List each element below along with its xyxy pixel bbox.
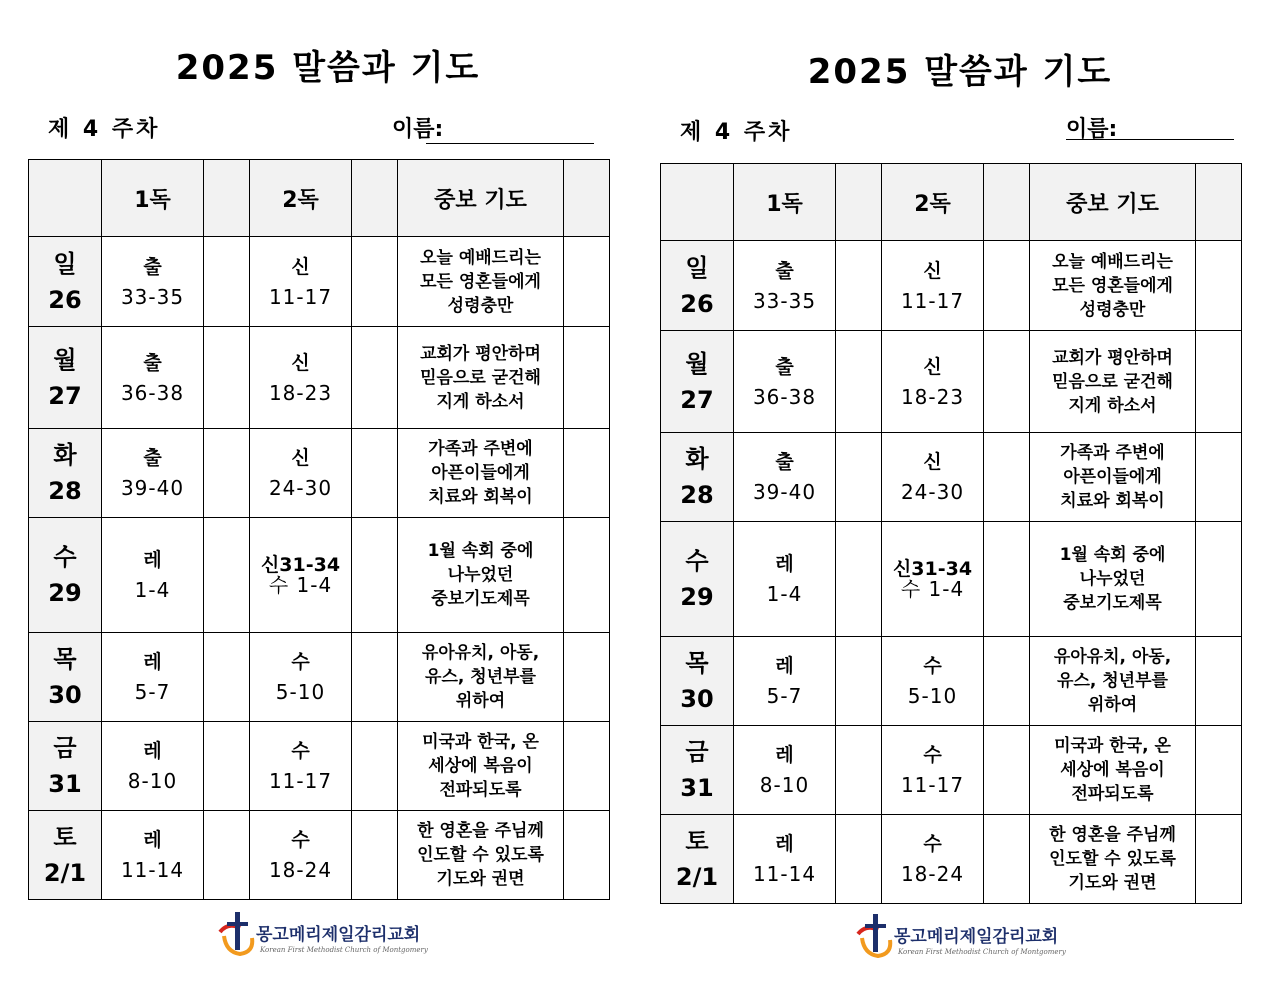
date: 27 <box>680 385 714 414</box>
prayer-line: 치료와 회복이 <box>428 487 533 507</box>
prayer-line: 세상에 복음이 <box>1060 760 1165 780</box>
prayer-line: 1월 속회 중에 <box>1059 545 1166 565</box>
prayer-line: 인도할 수 있도록 <box>417 845 544 865</box>
table-row <box>661 637 1242 726</box>
prayer-check-box[interactable] <box>564 518 610 633</box>
reading2-cell <box>882 433 984 522</box>
prayer-line: 중보기도제목 <box>431 589 530 609</box>
reading1-cell <box>102 722 204 811</box>
day-cell <box>29 429 102 518</box>
reading2-range: 11-17 <box>268 284 333 309</box>
reading1-cell <box>102 327 204 429</box>
prayer-check-box[interactable] <box>564 811 610 900</box>
reading2-cell <box>882 522 984 637</box>
day-cell <box>661 726 734 815</box>
header-reading2: 2독 <box>250 160 352 237</box>
reading1-check-box[interactable] <box>204 429 250 518</box>
prayer-line: 아픈이들에게 <box>431 463 530 483</box>
prayer-check-box[interactable] <box>1196 241 1242 331</box>
reading2-book: 수 <box>291 829 310 851</box>
prayer-cell <box>1030 241 1196 331</box>
reading1-book: 출 <box>775 451 794 473</box>
date: 29 <box>48 579 82 607</box>
weekday: 금 <box>53 734 77 762</box>
prayer-line: 한 영혼을 주님께 <box>417 821 544 841</box>
day-cell <box>661 522 734 637</box>
date: 27 <box>48 381 82 410</box>
reading1-range: 33-35 <box>752 288 817 313</box>
reading2-book: 신31-34 <box>260 554 341 576</box>
logo-english-name: Korean First Methodist Church of Montgomery <box>260 946 428 954</box>
weekday: 토 <box>685 827 709 855</box>
date: 29 <box>680 583 714 611</box>
reading1-cell <box>734 331 836 433</box>
prayer-check-box[interactable] <box>1196 522 1242 637</box>
name-blank-line[interactable] <box>1066 139 1234 140</box>
reading2-cell <box>250 811 352 900</box>
date: 28 <box>680 481 714 509</box>
weekday: 일 <box>53 249 77 278</box>
weekday: 수 <box>685 547 709 575</box>
prayer-line: 위하여 <box>455 691 506 711</box>
reading2-check-box[interactable] <box>352 722 398 811</box>
prayer-line: 유아유치, 아동, <box>1053 647 1172 667</box>
prayer-line: 세상에 복음이 <box>428 756 533 776</box>
reading1-book: 출 <box>143 351 162 374</box>
header-check1 <box>836 164 882 241</box>
reading2-cell <box>250 722 352 811</box>
reading2-book: 수 <box>923 655 942 677</box>
prayer-check-box[interactable] <box>1196 637 1242 726</box>
prayer-line: 치료와 회복이 <box>1060 491 1165 511</box>
church-logo <box>856 912 1066 962</box>
reading2-range: 24-30 <box>900 480 965 504</box>
prayer-line: 오늘 예배드리는 <box>1052 251 1173 272</box>
date: 2/1 <box>43 859 87 887</box>
day-cell <box>661 241 734 331</box>
prayer-cell <box>398 811 564 900</box>
table-row <box>661 433 1242 522</box>
reading1-cell <box>102 429 204 518</box>
reading1-book: 레 <box>143 549 162 571</box>
prayer-check-box[interactable] <box>1196 433 1242 522</box>
reading1-check-box[interactable] <box>204 811 250 900</box>
reading1-range: 1-4 <box>766 582 803 606</box>
header-prayer: 중보 기도 <box>1030 164 1196 241</box>
reading1-book: 레 <box>775 833 794 855</box>
reading2-range: 18-23 <box>900 384 965 409</box>
day-cell <box>29 722 102 811</box>
prayer-check-box[interactable] <box>564 327 610 429</box>
reading2-cell <box>250 633 352 722</box>
reading1-cell <box>734 726 836 815</box>
prayer-line: 교회가 평안하며 <box>420 343 541 364</box>
header-check3 <box>564 160 610 237</box>
sheet-title: 2025 말씀과 기도 <box>807 52 1113 92</box>
day-cell <box>661 331 734 433</box>
prayer-cell <box>398 518 564 633</box>
reading2-check-box[interactable] <box>352 237 398 327</box>
reading2-book: 수 <box>291 740 310 762</box>
header-reading2: 2독 <box>882 164 984 241</box>
header-check3 <box>1196 164 1242 241</box>
prayer-cell <box>398 633 564 722</box>
date: 30 <box>680 685 714 713</box>
prayer-check-box[interactable] <box>564 429 610 518</box>
reading1-book: 레 <box>775 553 794 575</box>
reading1-check-box[interactable] <box>204 633 250 722</box>
reading1-book: 출 <box>775 259 794 282</box>
reading2-check-box[interactable] <box>352 633 398 722</box>
logo-korean-name: 몽고메리제일감리교회 <box>894 927 1059 947</box>
reading2-check-box[interactable] <box>984 522 1030 637</box>
prayer-cell <box>398 429 564 518</box>
reading2-cell <box>882 815 984 904</box>
church-logo <box>218 910 428 960</box>
reading1-cell <box>734 241 836 331</box>
table-row <box>29 811 610 900</box>
header-row <box>29 160 610 237</box>
reading2-check-box[interactable] <box>984 637 1030 726</box>
reading2-check-box[interactable] <box>352 811 398 900</box>
reading2-check-box[interactable] <box>352 327 398 429</box>
table-body <box>661 164 1242 904</box>
logo-korean-name: 몽고메리제일감리교회 <box>256 925 421 945</box>
reading2-check-box[interactable] <box>352 429 398 518</box>
reading1-cell <box>734 637 836 726</box>
reading1-check-box[interactable] <box>836 522 882 637</box>
table-row <box>29 722 610 811</box>
prayer-cell <box>1030 726 1196 815</box>
reading1-book: 출 <box>143 255 162 278</box>
reading2-book: 신 <box>291 255 310 278</box>
reading1-book: 출 <box>143 447 162 469</box>
reading2-range: 18-23 <box>268 380 333 405</box>
reading2-check-box[interactable] <box>984 331 1030 433</box>
table-row <box>661 726 1242 815</box>
day-cell <box>29 237 102 327</box>
reading1-book: 레 <box>775 655 794 677</box>
table-row <box>29 633 610 722</box>
reading2-book: 수 <box>291 651 310 673</box>
reading2-cell <box>250 237 352 327</box>
reading2-book: 신 <box>923 355 942 378</box>
header-check1 <box>204 160 250 237</box>
reading2-cell <box>250 327 352 429</box>
header-day <box>29 160 102 237</box>
reading2-cell <box>882 637 984 726</box>
reading-sheet-left <box>28 0 628 989</box>
reading1-book: 출 <box>775 355 794 378</box>
header-check2 <box>984 164 1030 241</box>
weekday: 금 <box>685 738 709 766</box>
prayer-line: 가족과 주변에 <box>1060 443 1165 463</box>
prayer-cell <box>1030 331 1196 433</box>
prayer-line: 중보기도제목 <box>1063 593 1162 613</box>
reading1-book: 레 <box>143 740 162 762</box>
table-row <box>29 237 610 327</box>
reading1-range: 11-14 <box>120 858 185 882</box>
reading2-range: 5-10 <box>907 684 958 708</box>
reading1-check-box[interactable] <box>836 331 882 433</box>
weekday: 수 <box>53 543 77 571</box>
prayer-line: 미국과 한국, 온 <box>1054 736 1171 756</box>
reading1-check-box[interactable] <box>204 237 250 327</box>
reading-sheet-right <box>660 0 1260 989</box>
reading1-range: 1-4 <box>134 578 171 602</box>
prayer-check-box[interactable] <box>1196 331 1242 433</box>
reading2-cell <box>250 518 352 633</box>
weekday: 목 <box>685 649 709 677</box>
reading2-check-box[interactable] <box>984 726 1030 815</box>
prayer-line: 지게 하소서 <box>436 391 525 412</box>
reading2-check-box[interactable] <box>984 815 1030 904</box>
day-cell <box>661 637 734 726</box>
reading1-cell <box>734 522 836 637</box>
table-row <box>29 518 610 633</box>
week-label: 제 4 주차 <box>680 120 793 145</box>
logo-english-name: Korean First Methodist Church of Montgomery <box>898 948 1066 956</box>
weekday: 화 <box>685 445 709 473</box>
reading1-cell <box>102 811 204 900</box>
prayer-check-box[interactable] <box>564 633 610 722</box>
reading1-range: 36-38 <box>752 384 817 409</box>
prayer-check-box[interactable] <box>1196 815 1242 904</box>
reading1-check-box[interactable] <box>836 637 882 726</box>
reading1-check-box[interactable] <box>836 433 882 522</box>
reading-table <box>28 159 610 900</box>
table-row <box>661 815 1242 904</box>
reading2-check-box[interactable] <box>984 433 1030 522</box>
cross-logo-icon <box>218 910 258 956</box>
reading1-range: 39-40 <box>120 476 185 500</box>
table-row <box>29 327 610 429</box>
weekday: 화 <box>53 441 77 469</box>
day-cell <box>661 815 734 904</box>
day-cell <box>29 633 102 722</box>
prayer-cell <box>398 722 564 811</box>
reading-table <box>660 163 1242 904</box>
prayer-line: 유아유치, 아동, <box>421 643 540 663</box>
date: 26 <box>680 289 714 318</box>
reading2-range: 24-30 <box>268 476 333 500</box>
prayer-check-box[interactable] <box>564 237 610 327</box>
prayer-line: 미국과 한국, 온 <box>422 732 539 752</box>
prayer-line: 성령충만 <box>447 295 514 316</box>
prayer-line: 오늘 예배드리는 <box>420 247 541 268</box>
prayer-line: 위하여 <box>1087 695 1138 715</box>
weekday: 일 <box>685 253 709 282</box>
reading2-range: 수 1-4 <box>268 573 333 597</box>
name-label: 이름: <box>392 117 444 142</box>
reading1-book: 레 <box>143 829 162 851</box>
prayer-line: 인도할 수 있도록 <box>1049 849 1176 869</box>
table-row <box>661 331 1242 433</box>
reading1-check-box[interactable] <box>204 722 250 811</box>
reading2-range: 5-10 <box>275 680 326 704</box>
reading1-range: 11-14 <box>752 862 817 886</box>
day-cell <box>661 433 734 522</box>
reading2-range: 11-17 <box>900 773 965 797</box>
reading1-range: 36-38 <box>120 380 185 405</box>
reading2-book: 신 <box>923 451 942 473</box>
reading2-book: 수 <box>923 744 942 766</box>
day-cell <box>29 327 102 429</box>
reading2-cell <box>882 241 984 331</box>
prayer-cell <box>398 237 564 327</box>
header-prayer: 중보 기도 <box>398 160 564 237</box>
weekday: 토 <box>53 823 77 851</box>
header-row <box>661 164 1242 241</box>
prayer-line: 유스, 청년부를 <box>425 667 536 687</box>
reading2-cell <box>250 429 352 518</box>
header-check2 <box>352 160 398 237</box>
sheet-title: 2025 말씀과 기도 <box>175 48 481 88</box>
date: 31 <box>680 774 714 802</box>
table-row <box>661 241 1242 331</box>
reading2-book: 신 <box>291 447 310 469</box>
reading1-cell <box>734 815 836 904</box>
reading1-range: 5-7 <box>134 680 171 704</box>
weekday: 목 <box>53 645 77 673</box>
reading1-book: 레 <box>775 744 794 766</box>
table-body <box>29 160 610 900</box>
reading2-check-box[interactable] <box>984 241 1030 331</box>
reading1-check-box[interactable] <box>836 726 882 815</box>
reading2-range: 11-17 <box>900 288 965 313</box>
reading1-check-box[interactable] <box>836 241 882 331</box>
prayer-line: 가족과 주변에 <box>428 439 533 459</box>
reading1-cell <box>734 433 836 522</box>
prayer-line: 믿음으로 굳건해 <box>1052 371 1173 392</box>
prayer-cell <box>1030 637 1196 726</box>
week-label: 제 4 주차 <box>48 117 161 142</box>
prayer-line: 기도와 권면 <box>436 869 525 889</box>
reading1-range: 8-10 <box>759 773 810 797</box>
reading1-check-box[interactable] <box>204 518 250 633</box>
header-reading1: 1독 <box>102 160 204 237</box>
reading2-cell <box>882 331 984 433</box>
prayer-line: 교회가 평안하며 <box>1052 347 1173 368</box>
reading1-cell <box>102 237 204 327</box>
prayer-line: 모든 영혼들에게 <box>1052 275 1173 296</box>
weekday: 월 <box>685 349 709 378</box>
table-row <box>29 429 610 518</box>
prayer-cell <box>1030 522 1196 637</box>
reading1-range: 39-40 <box>752 480 817 504</box>
date: 28 <box>48 477 82 505</box>
reading1-cell <box>102 518 204 633</box>
reading1-range: 8-10 <box>127 769 178 793</box>
reading2-cell <box>882 726 984 815</box>
day-cell <box>29 518 102 633</box>
prayer-line: 믿음으로 굳건해 <box>420 367 541 388</box>
reading1-range: 33-35 <box>120 284 185 309</box>
reading1-cell <box>102 633 204 722</box>
prayer-line: 기도와 권면 <box>1068 873 1157 893</box>
reading2-check-box[interactable] <box>352 518 398 633</box>
prayer-line: 전파되도록 <box>1071 784 1154 804</box>
prayer-line: 한 영혼을 주님께 <box>1049 825 1176 845</box>
name-blank-line[interactable] <box>426 143 594 144</box>
prayer-line: 전파되도록 <box>439 780 522 800</box>
prayer-check-box[interactable] <box>1196 726 1242 815</box>
day-cell <box>29 811 102 900</box>
date: 2/1 <box>675 863 719 891</box>
prayer-line: 성령충만 <box>1079 299 1146 320</box>
prayer-line: 1월 속회 중에 <box>427 541 534 561</box>
date: 30 <box>48 681 82 709</box>
prayer-cell <box>1030 815 1196 904</box>
cross-logo-icon <box>856 912 896 958</box>
reading2-book: 신 <box>291 351 310 374</box>
date: 26 <box>48 285 82 314</box>
name-label: 이름: <box>1066 117 1118 142</box>
prayer-check-box[interactable] <box>564 722 610 811</box>
prayer-line: 모든 영혼들에게 <box>420 271 541 292</box>
reading2-book: 신31-34 <box>892 558 973 580</box>
reading2-range: 18-24 <box>900 862 965 886</box>
header-reading1: 1독 <box>734 164 836 241</box>
table-row <box>661 522 1242 637</box>
reading1-book: 레 <box>143 651 162 673</box>
reading2-range: 수 1-4 <box>900 577 965 601</box>
reading2-book: 신 <box>923 259 942 282</box>
reading2-range: 18-24 <box>268 858 333 882</box>
prayer-line: 나누었던 <box>447 565 514 585</box>
prayer-cell <box>398 327 564 429</box>
prayer-line: 아픈이들에게 <box>1063 467 1162 487</box>
prayer-line: 유스, 청년부를 <box>1057 671 1168 691</box>
weekday: 월 <box>53 345 77 374</box>
reading1-range: 5-7 <box>766 684 803 708</box>
prayer-line: 지게 하소서 <box>1068 395 1157 416</box>
prayer-cell <box>1030 433 1196 522</box>
prayer-line: 나누었던 <box>1079 569 1146 589</box>
reading2-range: 11-17 <box>268 769 333 793</box>
reading2-book: 수 <box>923 833 942 855</box>
reading1-check-box[interactable] <box>204 327 250 429</box>
header-day <box>661 164 734 241</box>
reading1-check-box[interactable] <box>836 815 882 904</box>
date: 31 <box>48 770 82 798</box>
